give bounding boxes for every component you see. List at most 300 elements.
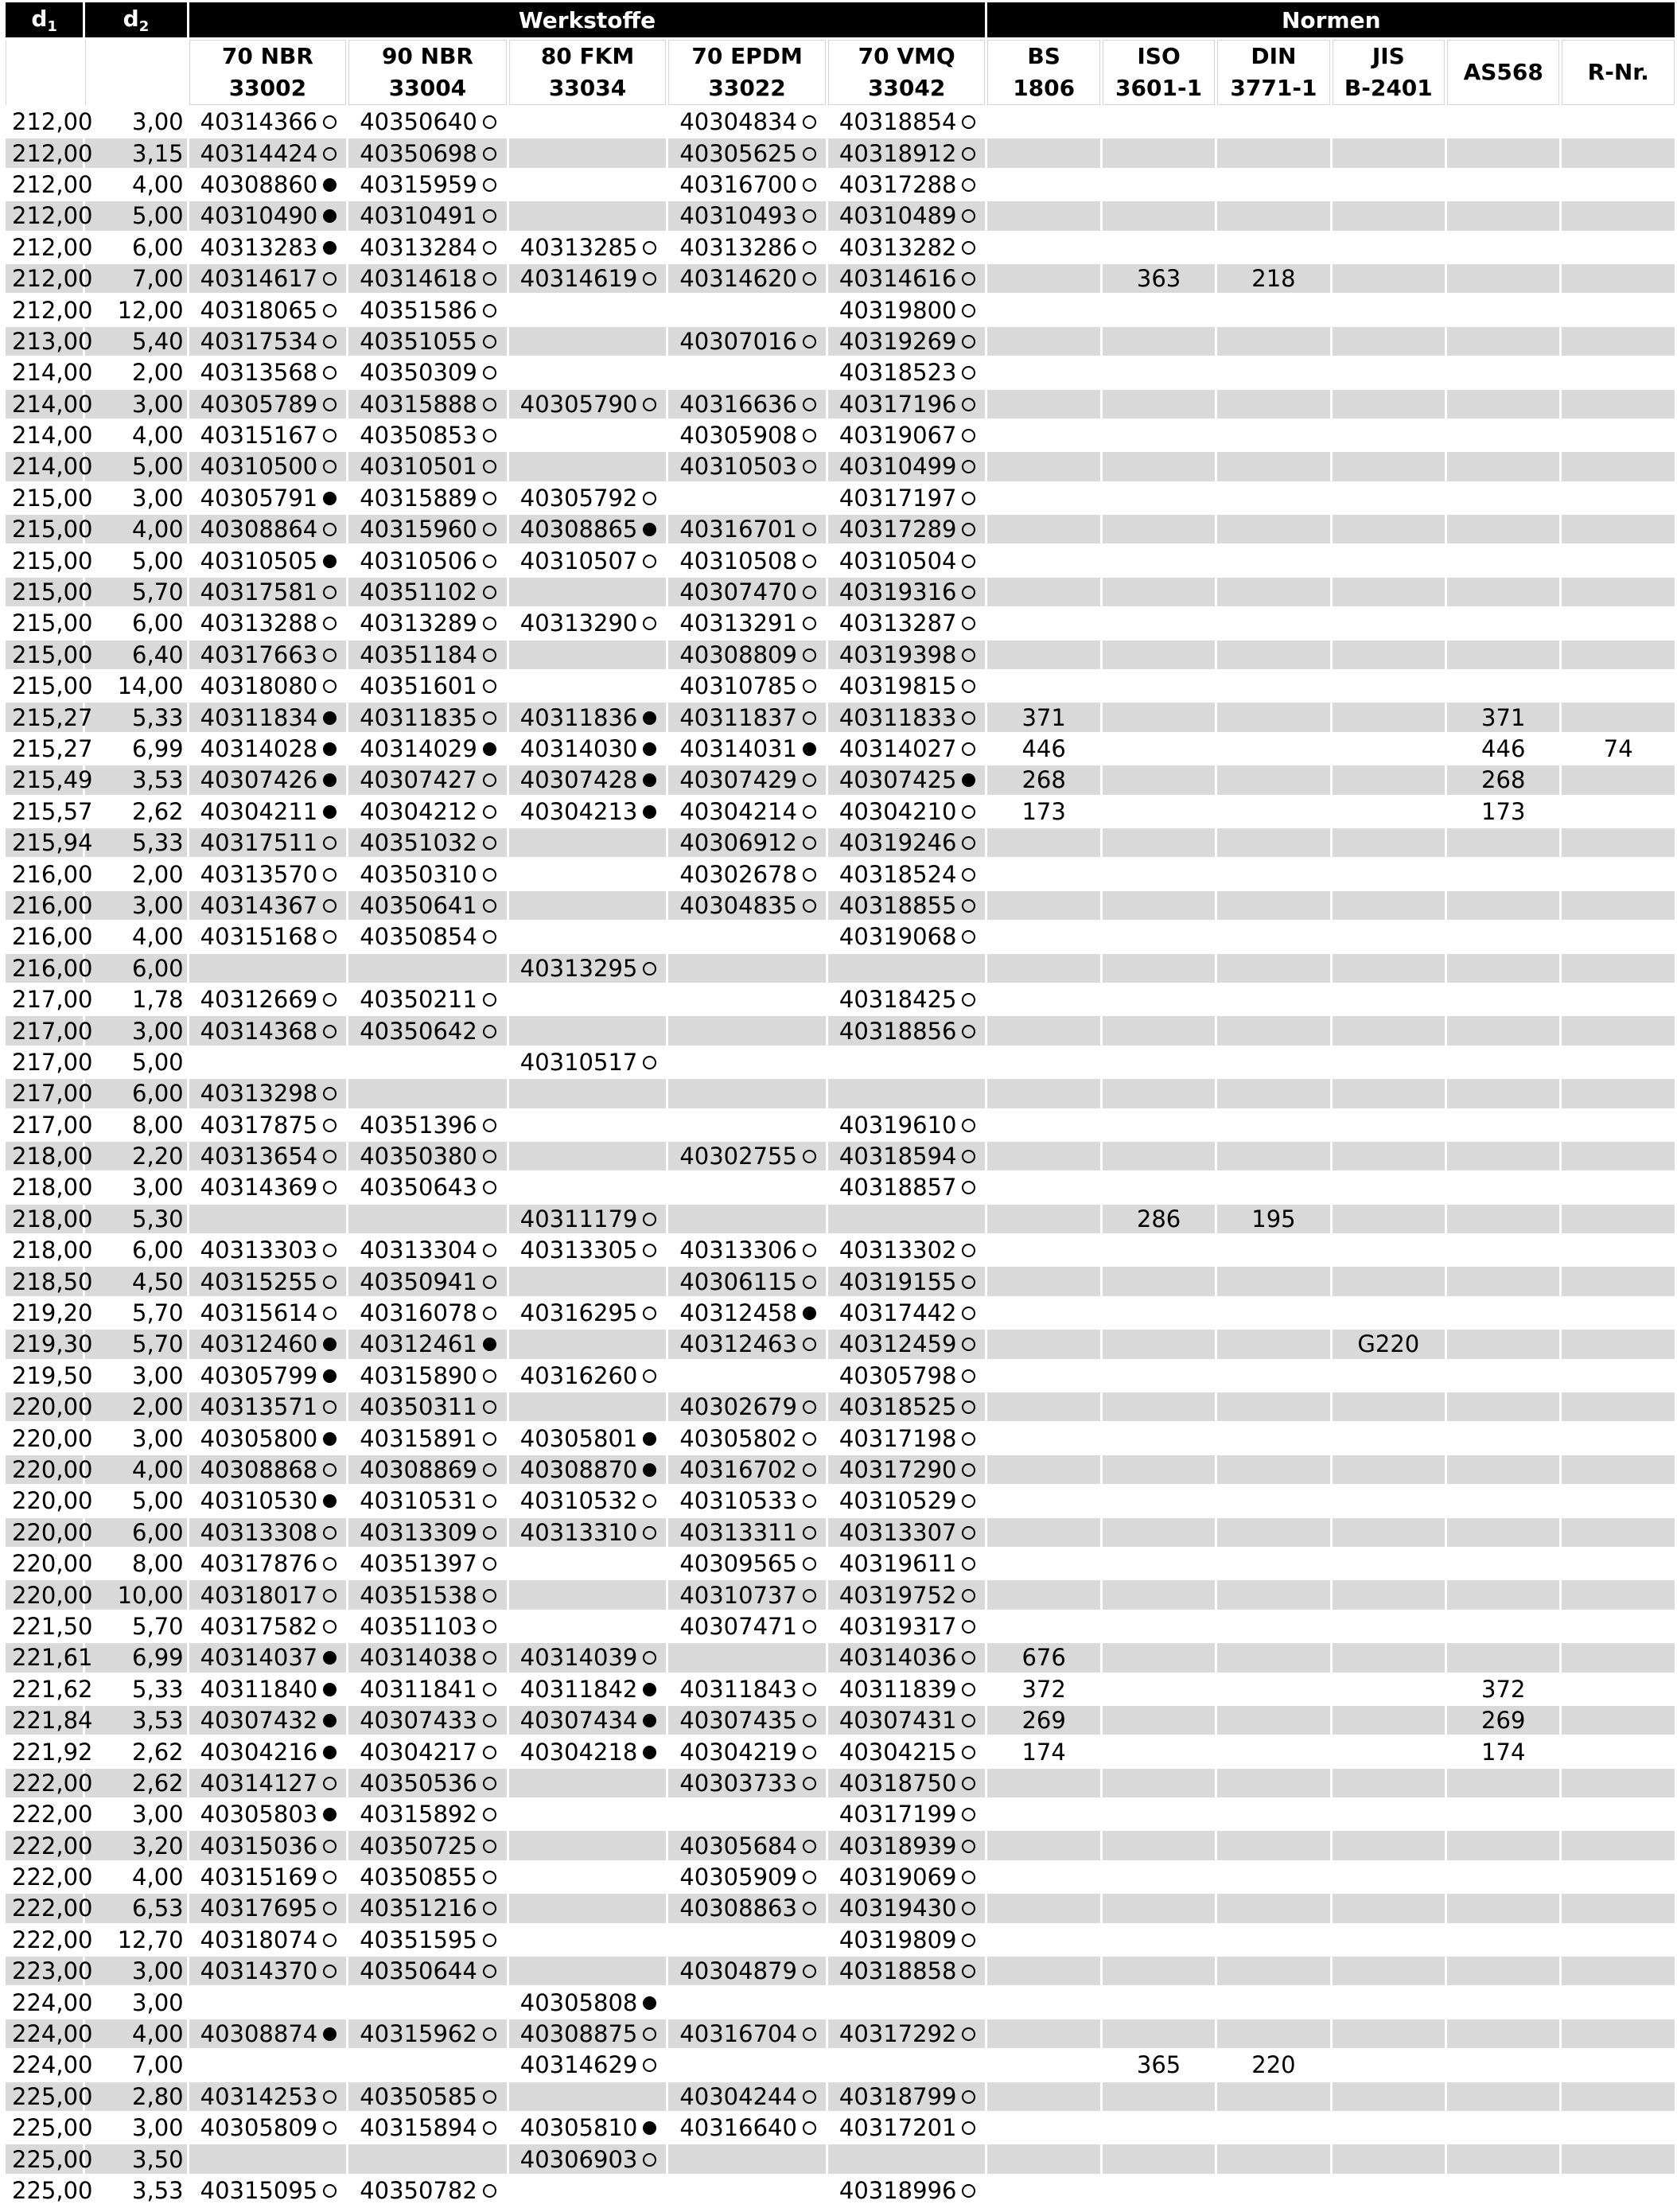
table-row [6, 1518, 1675, 1547]
open-circle-icon [643, 241, 656, 255]
norm-cell [1103, 107, 1215, 136]
table-row [6, 703, 1675, 731]
open-circle-icon [803, 680, 816, 693]
material-cell [189, 452, 347, 481]
open-circle-icon [323, 1589, 337, 1603]
norm-cell [987, 1988, 1099, 2016]
material-cell [189, 1675, 347, 1704]
material-cell [828, 1831, 986, 1860]
open-circle-icon [323, 335, 337, 349]
article-number: 40350642 [360, 1017, 477, 1045]
article-number: 40304216 [200, 1738, 318, 1766]
open-circle-icon [483, 1557, 496, 1571]
article-number: 40318858 [838, 1957, 957, 1985]
material-cell [189, 1612, 347, 1641]
article-number: 40307433 [360, 1707, 477, 1735]
d2-cell: 5,00 [85, 1486, 186, 1515]
norm-cell [1217, 327, 1329, 356]
norm-cell [1103, 2019, 1215, 2048]
norm-cell [987, 1016, 1099, 1045]
article-number: 40310500 [200, 453, 318, 481]
table-row [6, 1486, 1675, 1515]
norm-cell [1333, 138, 1445, 167]
d2-cell: 3,00 [85, 107, 186, 136]
material-cell [668, 107, 826, 136]
article-number: 40309565 [679, 1550, 797, 1578]
d2-cell: 5,30 [85, 1205, 186, 1233]
article-number: 40313289 [360, 609, 477, 637]
norm-cell [1562, 672, 1675, 700]
material-cell [509, 1518, 667, 1547]
material-cell [348, 201, 507, 230]
norm-cell [1217, 1612, 1329, 1641]
material-cell [668, 138, 826, 167]
d1-cell: 222,00 [6, 1769, 83, 1797]
material-cell [509, 2050, 667, 2079]
norm-cell [1217, 138, 1329, 167]
norm-cell [1447, 515, 1559, 543]
table-row [6, 421, 1675, 450]
article-number: 40304212 [360, 797, 477, 825]
norm-cell [1217, 1706, 1329, 1735]
table-row [6, 327, 1675, 356]
material-cell [348, 1706, 507, 1735]
norm-cell [1217, 1549, 1329, 1578]
filled-circle-icon [962, 773, 975, 787]
norm-cell [1562, 1706, 1675, 1735]
norm-cell [1103, 1612, 1215, 1641]
article-number: 40310529 [838, 1487, 957, 1515]
norm-cell [1447, 1079, 1559, 1108]
open-circle-icon [323, 1902, 337, 1915]
article-number: 40318799 [838, 2082, 957, 2110]
open-circle-icon [483, 1714, 496, 1727]
material-cell [668, 1988, 826, 2016]
open-circle-icon [483, 492, 496, 505]
norm-cell [1217, 1048, 1329, 1077]
material-cell [828, 1957, 986, 1985]
norm-cell [1217, 828, 1329, 857]
norm-cell [1562, 138, 1675, 167]
article-number: 40313302 [838, 1236, 957, 1264]
material-cell [509, 2176, 667, 2205]
norm-cell [1103, 2113, 1215, 2142]
table-row [6, 452, 1675, 481]
material-cell [668, 233, 826, 262]
material-cell [828, 1361, 986, 1390]
material-cell [509, 2019, 667, 2048]
article-number: 40313295 [519, 954, 638, 982]
norm-cell [1333, 1863, 1445, 1891]
material-cell [828, 2050, 986, 2079]
norm-cell [1103, 201, 1215, 230]
article-number: 40305808 [519, 1988, 638, 2016]
article-number: 40350855 [360, 1863, 477, 1891]
norm-cell [1103, 1016, 1215, 1045]
open-circle-icon [962, 1871, 975, 1884]
norm-cell [1333, 546, 1445, 574]
norm-cell [1333, 985, 1445, 1014]
material-cell [668, 1173, 826, 1201]
material-cell [509, 1016, 667, 1045]
material-header: 70 NBR 33002 [189, 40, 347, 105]
norm-cell [1333, 703, 1445, 731]
norm-cell [1333, 515, 1445, 543]
filled-circle-icon [323, 773, 337, 787]
open-circle-icon [962, 335, 975, 349]
filled-circle-icon [643, 523, 656, 536]
d1-cell: 221,62 [6, 1675, 83, 1704]
norm-cell [1333, 954, 1445, 983]
norm-cell [1103, 985, 1215, 1014]
article-number: 40302755 [679, 1143, 797, 1170]
material-cell [348, 2019, 507, 2048]
material-cell [668, 1706, 826, 1735]
norm-cell [1447, 2176, 1559, 2205]
article-number: 40318912 [838, 139, 957, 167]
norm-cell [1447, 1580, 1559, 1609]
table-row [6, 828, 1675, 857]
article-number: 40305801 [519, 1424, 638, 1452]
open-circle-icon [962, 1746, 975, 1759]
article-number: 40316701 [679, 516, 797, 543]
open-circle-icon [803, 617, 816, 630]
d1-cell: 215,00 [6, 609, 83, 637]
norm-cell [987, 233, 1099, 262]
material-cell [668, 1737, 826, 1766]
open-circle-icon [962, 1432, 975, 1446]
table-row [6, 1079, 1675, 1108]
open-circle-icon [323, 1777, 337, 1790]
d2-cell: 3,20 [85, 1831, 186, 1860]
d2-cell: 3,00 [85, 891, 186, 920]
material-cell [509, 1299, 667, 1327]
open-circle-icon [803, 773, 816, 787]
open-circle-icon [962, 429, 975, 442]
material-cell [668, 891, 826, 920]
norm-cell [1562, 1455, 1675, 1484]
open-circle-icon [962, 492, 975, 505]
material-cell [348, 2176, 507, 2205]
article-number: 40314030 [519, 735, 638, 762]
norm-cell [1562, 1423, 1675, 1452]
norm-cell [1447, 358, 1559, 387]
table-row [6, 1016, 1675, 1045]
article-number: 40318856 [838, 1017, 957, 1045]
article-number: 40316704 [679, 2020, 797, 2048]
article-number: 40313288 [200, 609, 318, 637]
filled-circle-icon [323, 1683, 337, 1696]
norm-cell [1217, 859, 1329, 888]
norm-cell [1217, 484, 1329, 512]
material-cell [348, 1299, 507, 1327]
open-circle-icon [483, 1651, 496, 1665]
open-circle-icon [323, 272, 337, 286]
material-cell [668, 1111, 826, 1139]
material-cell [348, 138, 507, 167]
article-number: 40305800 [200, 1424, 318, 1452]
filled-circle-icon [323, 1338, 337, 1351]
norm-cell [1447, 2019, 1559, 2048]
d1-cell: 216,00 [6, 859, 83, 888]
filled-circle-icon [803, 1307, 816, 1320]
norm-cell [1447, 1361, 1559, 1390]
d2-cell: 12,00 [85, 295, 186, 324]
material-cell [668, 1831, 826, 1860]
article-number: 40310530 [200, 1487, 318, 1515]
open-circle-icon [483, 1400, 496, 1414]
article-number: 40314027 [838, 735, 957, 762]
article-number: 40314629 [519, 2051, 638, 2079]
norm-cell [987, 672, 1099, 700]
norm-cell [1217, 233, 1329, 262]
material-cell [668, 1863, 826, 1891]
article-number: 40317292 [838, 2020, 957, 2048]
open-circle-icon [483, 648, 496, 662]
table-row [6, 1926, 1675, 1954]
norm-cell [987, 390, 1099, 419]
d1-cell: 212,00 [6, 138, 83, 167]
norm-cell [1103, 1111, 1215, 1139]
open-circle-icon [323, 617, 337, 630]
article-number: 40304244 [679, 2082, 797, 2110]
filled-circle-icon [323, 178, 337, 192]
norm-cell [1447, 1267, 1559, 1295]
norm-cell [1103, 327, 1215, 356]
open-circle-icon [643, 617, 656, 630]
table-row [6, 1800, 1675, 1828]
d2-cell: 12,70 [85, 1926, 186, 1954]
norm-cell [1333, 1048, 1445, 1077]
norm-cell [987, 1769, 1099, 1797]
norm-cell [1562, 546, 1675, 574]
article-number: 40316702 [679, 1455, 797, 1483]
norm-cell [1217, 1299, 1329, 1327]
d1-cell: 219,30 [6, 1330, 83, 1358]
material-cell [668, 2019, 826, 2048]
open-circle-icon [483, 1683, 496, 1696]
material-cell [189, 2144, 347, 2173]
material-cell [509, 954, 667, 983]
norm-cell: 220 [1217, 2050, 1329, 2079]
article-number: 40313287 [838, 609, 957, 637]
norm-cell [1333, 327, 1445, 356]
norm-cell [1103, 703, 1215, 731]
material-cell [668, 1926, 826, 1954]
norm-cell [1333, 2113, 1445, 2142]
open-circle-icon [803, 555, 816, 568]
norm-cell [1217, 1173, 1329, 1201]
norm-cell [1103, 609, 1215, 637]
article-number: 40315888 [360, 390, 477, 418]
article-number: 40316078 [360, 1299, 477, 1327]
table-row [6, 1957, 1675, 1985]
table-row [6, 1612, 1675, 1641]
open-circle-icon [803, 1400, 816, 1414]
d2-cell: 3,53 [85, 2176, 186, 2205]
article-number: 40311834 [200, 703, 318, 731]
material-cell [668, 1769, 826, 1797]
d2-cell: 3,00 [85, 390, 186, 419]
norm-cell [1562, 797, 1675, 826]
material-cell [828, 641, 986, 669]
open-circle-icon [483, 1369, 496, 1383]
d1-cell: 220,00 [6, 1549, 83, 1578]
norm-cell [1447, 1392, 1559, 1421]
d1-cell: 215,00 [6, 546, 83, 574]
open-circle-icon [962, 617, 975, 630]
norm-cell [987, 641, 1099, 669]
article-number: 40317581 [200, 578, 318, 606]
table-row [6, 578, 1675, 606]
material-cell [828, 358, 986, 387]
norm-cell [1447, 1236, 1559, 1264]
open-circle-icon [962, 460, 975, 473]
filled-circle-icon [323, 1808, 337, 1821]
d1-cell: 222,00 [6, 1863, 83, 1891]
article-number: 40310737 [679, 1581, 797, 1609]
material-cell [668, 828, 826, 857]
norm-cell [1562, 1486, 1675, 1515]
article-number: 40305803 [200, 1801, 318, 1828]
norm-cell [1447, 170, 1559, 199]
material-cell [828, 672, 986, 700]
material-cell [668, 2176, 826, 2205]
d2-cell: 3,00 [85, 1016, 186, 1045]
article-number: 40310489 [838, 202, 957, 230]
material-cell [509, 327, 667, 356]
table-row [6, 2176, 1675, 2205]
article-number: 40318750 [838, 1769, 957, 1797]
norm-cell [1333, 734, 1445, 763]
material-cell [189, 1706, 347, 1735]
material-cell [189, 985, 347, 1014]
article-number: 40307427 [360, 766, 477, 794]
table-row [6, 765, 1675, 794]
table-row [6, 1863, 1675, 1891]
norm-cell [1333, 484, 1445, 512]
article-number: 40317197 [838, 484, 957, 512]
norm-cell [1333, 421, 1445, 450]
material-cell [828, 1737, 986, 1766]
material-cell [348, 264, 507, 293]
open-circle-icon [483, 1181, 496, 1194]
d1-cell: 222,00 [6, 1831, 83, 1860]
norm-cell [1562, 2113, 1675, 2142]
norm-cell [1333, 859, 1445, 888]
norm-cell [1562, 1988, 1675, 2016]
open-circle-icon [483, 178, 496, 192]
material-cell [668, 1079, 826, 1108]
open-circle-icon [962, 805, 975, 819]
norm-cell [1217, 1769, 1329, 1797]
open-circle-icon [962, 1777, 975, 1790]
norm-cell [1447, 578, 1559, 606]
article-number: 40350380 [360, 1143, 477, 1170]
table-row [6, 1455, 1675, 1484]
open-circle-icon [962, 1244, 975, 1257]
material-cell [668, 1330, 826, 1358]
open-circle-icon [483, 2027, 496, 2041]
open-circle-icon [483, 1119, 496, 1132]
norm-cell [987, 1267, 1099, 1295]
norm-cell [1333, 1737, 1445, 1766]
material-cell [509, 264, 667, 293]
norm-cell [1103, 170, 1215, 199]
norm-cell [987, 1455, 1099, 1484]
filled-circle-icon [643, 1463, 656, 1477]
norm-cell [1217, 703, 1329, 731]
material-cell [668, 1236, 826, 1264]
article-number: 40315036 [200, 1832, 318, 1860]
norm-cell [1217, 1926, 1329, 1954]
norm-cell: 371 [1447, 703, 1559, 731]
material-cell [189, 421, 347, 450]
open-circle-icon [643, 1213, 656, 1226]
material-cell [189, 2113, 347, 2142]
article-number: 40307425 [838, 766, 957, 794]
article-number: 40315255 [200, 1268, 318, 1295]
article-number: 40313571 [200, 1393, 318, 1421]
material-cell [509, 1769, 667, 1797]
material-cell [509, 295, 667, 324]
norm-cell [1562, 295, 1675, 324]
open-circle-icon [483, 586, 496, 599]
d2-cell: 4,00 [85, 515, 186, 543]
material-cell [828, 1455, 986, 1484]
filled-circle-icon [323, 1494, 337, 1508]
material-cell [189, 1142, 347, 1170]
article-number: 40318065 [200, 296, 318, 324]
material-cell [348, 1612, 507, 1641]
material-cell [189, 1423, 347, 1452]
norm-cell [1447, 546, 1559, 574]
open-circle-icon [323, 1526, 337, 1540]
norm-cell [1562, 641, 1675, 669]
material-cell [668, 295, 826, 324]
material-cell [828, 1423, 986, 1452]
d1-cell: 220,00 [6, 1423, 83, 1452]
norm-cell [1103, 233, 1215, 262]
article-number: 40319611 [838, 1550, 957, 1578]
article-number: 40315169 [200, 1863, 318, 1891]
open-circle-icon [962, 1119, 975, 1132]
norm-cell [1217, 891, 1329, 920]
d1-cell: 217,00 [6, 1048, 83, 1077]
norm-cell [1333, 1173, 1445, 1201]
material-cell [509, 358, 667, 387]
article-number: 40350640 [360, 108, 477, 136]
norm-cell [1562, 1769, 1675, 1797]
material-cell [668, 1205, 826, 1233]
norm-cell [1217, 1267, 1329, 1295]
article-number: 40310533 [679, 1487, 797, 1515]
open-circle-icon [483, 460, 496, 473]
table-row [6, 295, 1675, 324]
norm-cell [987, 264, 1099, 293]
norm-cell [1103, 1831, 1215, 1860]
table-row [6, 2082, 1675, 2111]
open-circle-icon [323, 930, 337, 944]
article-number: 40314368 [200, 1017, 318, 1045]
material-cell [668, 1486, 826, 1515]
norm-cell [987, 1549, 1099, 1578]
material-cell [348, 1580, 507, 1609]
open-circle-icon [962, 899, 975, 913]
material-cell [828, 1863, 986, 1891]
article-number: 40308860 [200, 170, 318, 198]
norm-cell [1447, 1926, 1559, 1954]
